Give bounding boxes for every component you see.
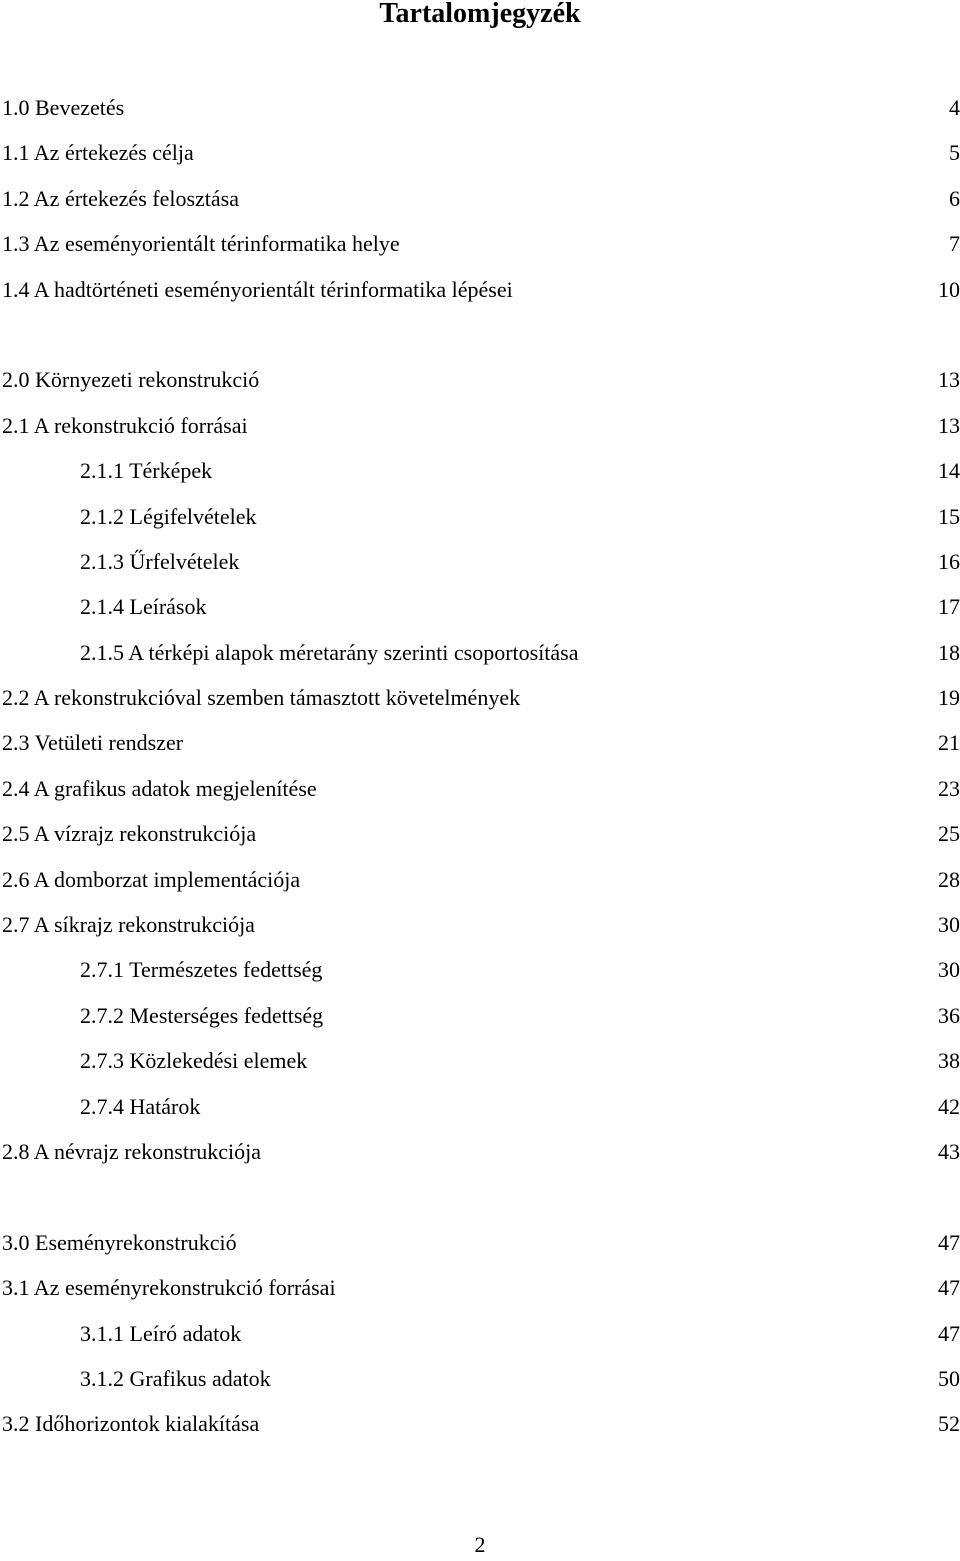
toc-entry-label: 2.1.5 A térképi alapok méretarány szerinti csoportosítása — [80, 639, 579, 665]
toc-entry-page: 30 — [938, 912, 960, 938]
toc-entry-page: 50 — [938, 1365, 960, 1391]
toc-entry-label: 2.1.1 Térképek — [80, 458, 213, 484]
toc-entry-page: 17 — [938, 594, 960, 620]
toc-entry-label: 1.4 A hadtörténeti eseményorientált térinformatika lépései — [2, 276, 513, 302]
toc-entry-page: 21 — [938, 730, 960, 756]
toc-entry-label: 1.0 Bevezetés — [2, 95, 125, 120]
toc-entry-page: 30 — [938, 957, 960, 983]
toc-entry — [0, 176, 960, 221]
toc-entry-label: 2.1.2 Légifelvételek — [80, 503, 257, 529]
toc-entry — [0, 221, 960, 266]
toc-entry-label: 2.7.1 Természetes fedettség — [80, 957, 323, 983]
toc-entry-label: 2.2 A rekonstrukcióval szemben támasztott követelmények — [2, 685, 521, 711]
toc-entry — [0, 448, 960, 493]
toc-entry-page: 42 — [938, 1093, 960, 1119]
toc-entry — [0, 539, 960, 584]
toc-entry-page: 15 — [938, 503, 960, 529]
toc-entry-page: 14 — [938, 458, 960, 484]
toc-entry — [0, 130, 960, 175]
toc-entry-page: 13 — [938, 367, 960, 393]
toc-entry-label: 2.1.3 Űrfelvételek — [80, 548, 240, 574]
toc-entry-page: 28 — [938, 866, 960, 892]
toc-entry-label: 3.2 Időhorizontok kialakítása — [2, 1411, 260, 1437]
toc-entry — [0, 630, 960, 675]
toc-entry-page: 23 — [938, 775, 960, 801]
toc-entry — [0, 1220, 960, 1265]
toc-entry — [0, 1265, 960, 1310]
toc-entry-page: 13 — [938, 412, 960, 438]
toc-entry — [0, 766, 960, 811]
toc-entry-label: 2.1.4 Leírások — [80, 594, 207, 620]
toc-entry — [0, 1084, 960, 1129]
toc-entry — [0, 1038, 960, 1083]
toc-entry — [0, 1401, 960, 1446]
toc-entry-page: 38 — [938, 1048, 960, 1074]
toc-entry — [0, 403, 960, 448]
toc-entry-page: 52 — [938, 1411, 960, 1437]
toc-entry-page: 43 — [938, 1138, 960, 1164]
toc-entry-label: 2.4 A grafikus adatok megjelenítése — [2, 775, 317, 801]
toc-entry-label: 2.1 A rekonstrukció forrásai — [2, 412, 248, 438]
toc-entry-label: 3.1.1 Leíró adatok — [80, 1320, 242, 1346]
toc-entry-label: 2.7.3 Közlekedési elemek — [80, 1048, 308, 1074]
toc-entry — [0, 584, 960, 629]
toc-entry-label: 2.7 A síkrajz rekonstrukciója — [2, 912, 255, 938]
toc-entry-label: 2.6 A domborzat implementációja — [2, 866, 301, 892]
toc-entry — [0, 857, 960, 902]
table-of-contents — [0, 85, 960, 1447]
toc-entry-label: 2.0 Környezeti rekonstrukció — [2, 367, 260, 393]
toc-entry — [0, 267, 960, 312]
toc-entry-page: 6 — [949, 185, 960, 211]
toc-entry-page: 7 — [949, 231, 960, 257]
toc-entry-page: 47 — [938, 1229, 960, 1255]
toc-entry — [0, 720, 960, 765]
toc-entry — [0, 85, 960, 130]
toc-entry-page: 4 — [949, 95, 960, 120]
toc-entry-page: 18 — [938, 639, 960, 665]
toc-entry-label: 2.7.4 Határok — [80, 1093, 201, 1119]
toc-entry-label: 3.1 Az eseményrekonstrukció forrásai — [2, 1275, 336, 1301]
toc-entry-label: 2.7.2 Mesterséges fedettség — [80, 1002, 324, 1028]
toc-entry-page: 10 — [938, 276, 960, 302]
toc-entry — [0, 1356, 960, 1401]
toc-entry-page: 16 — [938, 548, 960, 574]
toc-entry-label: 1.2 Az értekezés felosztása — [2, 185, 239, 211]
toc-entry-page: 47 — [938, 1275, 960, 1301]
toc-entry — [0, 947, 960, 992]
toc-entry — [0, 494, 960, 539]
page-title: Tartalomjegyzék — [379, 0, 581, 29]
toc-entry-label: 3.1.2 Grafikus adatok — [80, 1365, 271, 1391]
toc-entry — [0, 902, 960, 947]
toc-entry-page: 25 — [938, 821, 960, 847]
page-number: 2 — [474, 1532, 486, 1557]
toc-entry-page: 47 — [938, 1320, 960, 1346]
toc-entry-label: 2.5 A vízrajz rekonstrukciója — [2, 821, 257, 847]
toc-entry-page: 36 — [938, 1002, 960, 1028]
toc-entry-label: 2.8 A névrajz rekonstrukciója — [2, 1138, 262, 1164]
toc-entry-page: 5 — [949, 140, 960, 166]
toc-entry — [0, 1311, 960, 1356]
toc-entry — [0, 811, 960, 856]
toc-entry — [0, 675, 960, 720]
toc-entry-page: 19 — [938, 685, 960, 711]
toc-entry — [0, 993, 960, 1038]
toc-entry-label: 1.3 Az eseményorientált térinformatika helye — [2, 231, 400, 257]
toc-entry-label: 1.1 Az értekezés célja — [2, 140, 194, 166]
toc-entry — [0, 357, 960, 402]
toc-entry — [0, 1129, 960, 1174]
toc-entry-label: 3.0 Eseményrekonstrukció — [2, 1229, 237, 1255]
toc-entry-label: 2.3 Vetületi rendszer — [2, 730, 184, 756]
